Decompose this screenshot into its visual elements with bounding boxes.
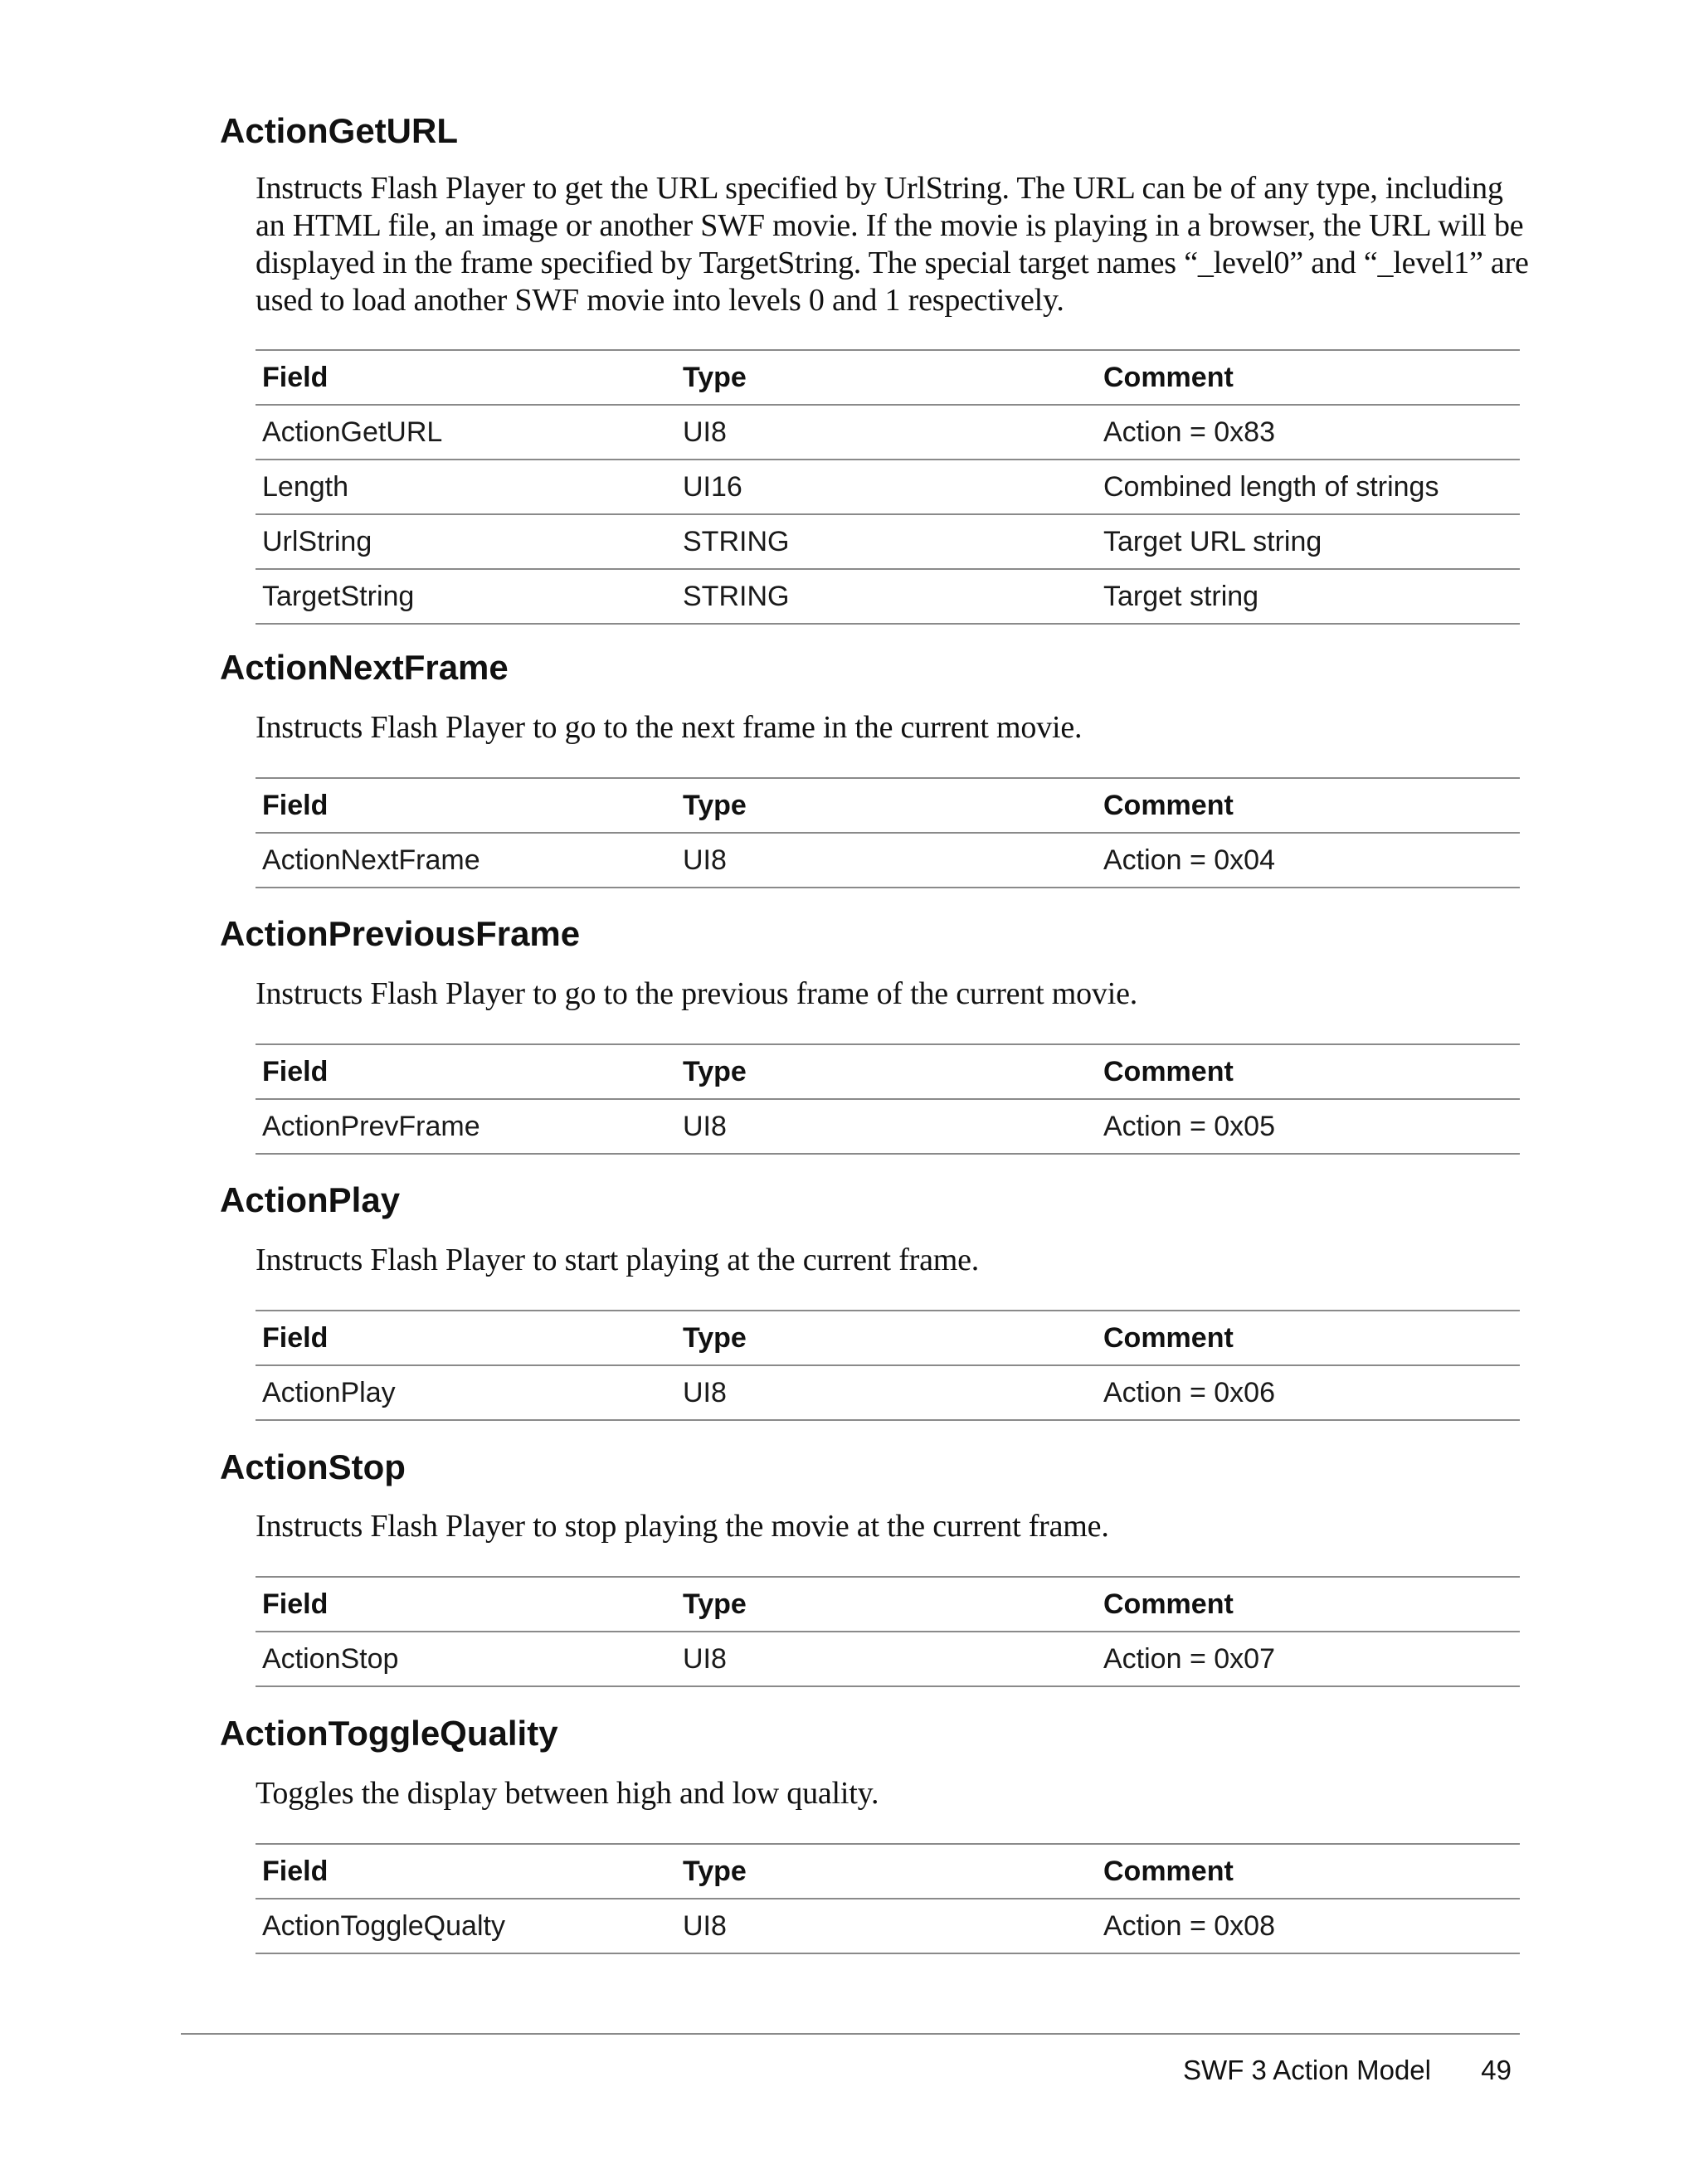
table-header-row [256,778,1520,833]
cell-field: ActionPrevFrame [256,1099,676,1154]
cell-field: ActionToggleQualty [256,1899,676,1953]
section-title: ActionPlay [220,1180,401,1219]
footer-divider [181,2033,1520,2035]
header-field: Field [256,1044,676,1099]
cell-comment: Action = 0x06 [1097,1365,1520,1420]
cell-field: ActionNextFrame [256,833,676,888]
header-field: Field [256,350,676,405]
cell-field: TargetString [256,569,676,624]
cell-type: STRING [676,569,1097,624]
fields-table [256,1310,1520,1421]
fields-table [256,777,1520,888]
table-row [256,1899,1520,1953]
cell-type: STRING [676,514,1097,569]
fields-table [256,1043,1520,1155]
table-row [256,1632,1520,1686]
cell-type: UI16 [676,460,1097,514]
cell-field: Length [256,460,676,514]
header-type: Type [676,778,1097,833]
table-row [256,1099,1520,1154]
section-description: Instructs Flash Player to go to the previous frame of the current movie. [256,976,1138,1011]
table-row [256,833,1520,888]
cell-type: UI8 [676,405,1097,460]
section-description: Instructs Flash Player to get the URL specified by UrlString. The URL can be of any type, including an HTML file, an image or another SWF movie. If the movie is playing in a browser, the URL will be displayed in the frame specified by TargetString. The special target names “_level0” and “_level1” are used to load another SWF movie into levels 0 and 1 respectively. [256,171,1529,318]
header-comment: Comment [1097,1044,1520,1099]
table-row [256,569,1520,624]
header-comment: Comment [1097,778,1520,833]
cell-comment: Target string [1097,569,1520,624]
cell-field: ActionPlay [256,1365,676,1420]
table-header-row [256,1044,1520,1099]
header-type: Type [676,350,1097,405]
header-type: Type [676,1844,1097,1899]
table-header-row [256,1311,1520,1365]
table-row [256,405,1520,460]
cell-comment: Action = 0x83 [1097,405,1520,460]
cell-comment: Action = 0x04 [1097,833,1520,888]
header-field: Field [256,1577,676,1632]
section-description: Instructs Flash Player to start playing at the current frame. [256,1243,980,1277]
section-title: ActionGetURL [220,111,458,150]
header-type: Type [676,1311,1097,1365]
footer-chapter-title: SWF 3 Action Model [1183,2055,1431,2085]
section-description: Instructs Flash Player to go to the next frame in the current movie. [256,710,1083,745]
header-field: Field [256,1844,676,1899]
section-description: Instructs Flash Player to stop playing the movie at the current frame. [256,1509,1109,1544]
cell-field: ActionGetURL [256,405,676,460]
header-comment: Comment [1097,1844,1520,1899]
table-row [256,514,1520,569]
table-header-row [256,1844,1520,1899]
section-title: ActionPreviousFrame [220,914,581,953]
fields-table [256,1576,1520,1687]
cell-field: ActionStop [256,1632,676,1686]
fields-table [256,1843,1520,1954]
header-field: Field [256,1311,676,1365]
page-number: 49 [1481,2055,1512,2085]
table-header-row [256,350,1520,405]
cell-comment: Combined length of strings [1097,460,1520,514]
cell-comment: Action = 0x08 [1097,1899,1520,1953]
header-comment: Comment [1097,1311,1520,1365]
cell-type: UI8 [676,1365,1097,1420]
section-title: ActionNextFrame [220,648,509,687]
table-header-row [256,1577,1520,1632]
table-row [256,460,1520,514]
header-field: Field [256,778,676,833]
section-title: ActionStop [220,1447,406,1486]
header-comment: Comment [1097,1577,1520,1632]
header-type: Type [676,1044,1097,1099]
cell-type: UI8 [676,1899,1097,1953]
section-description: Toggles the display between high and low quality. [256,1776,879,1811]
cell-type: UI8 [676,1099,1097,1154]
header-type: Type [676,1577,1097,1632]
cell-comment: Action = 0x05 [1097,1099,1520,1154]
cell-field: UrlString [256,514,676,569]
header-comment: Comment [1097,350,1520,405]
cell-comment: Action = 0x07 [1097,1632,1520,1686]
cell-type: UI8 [676,833,1097,888]
section-title: ActionToggleQuality [220,1714,558,1753]
table-row [256,1365,1520,1420]
cell-comment: Target URL string [1097,514,1520,569]
fields-table [256,349,1520,625]
cell-type: UI8 [676,1632,1097,1686]
